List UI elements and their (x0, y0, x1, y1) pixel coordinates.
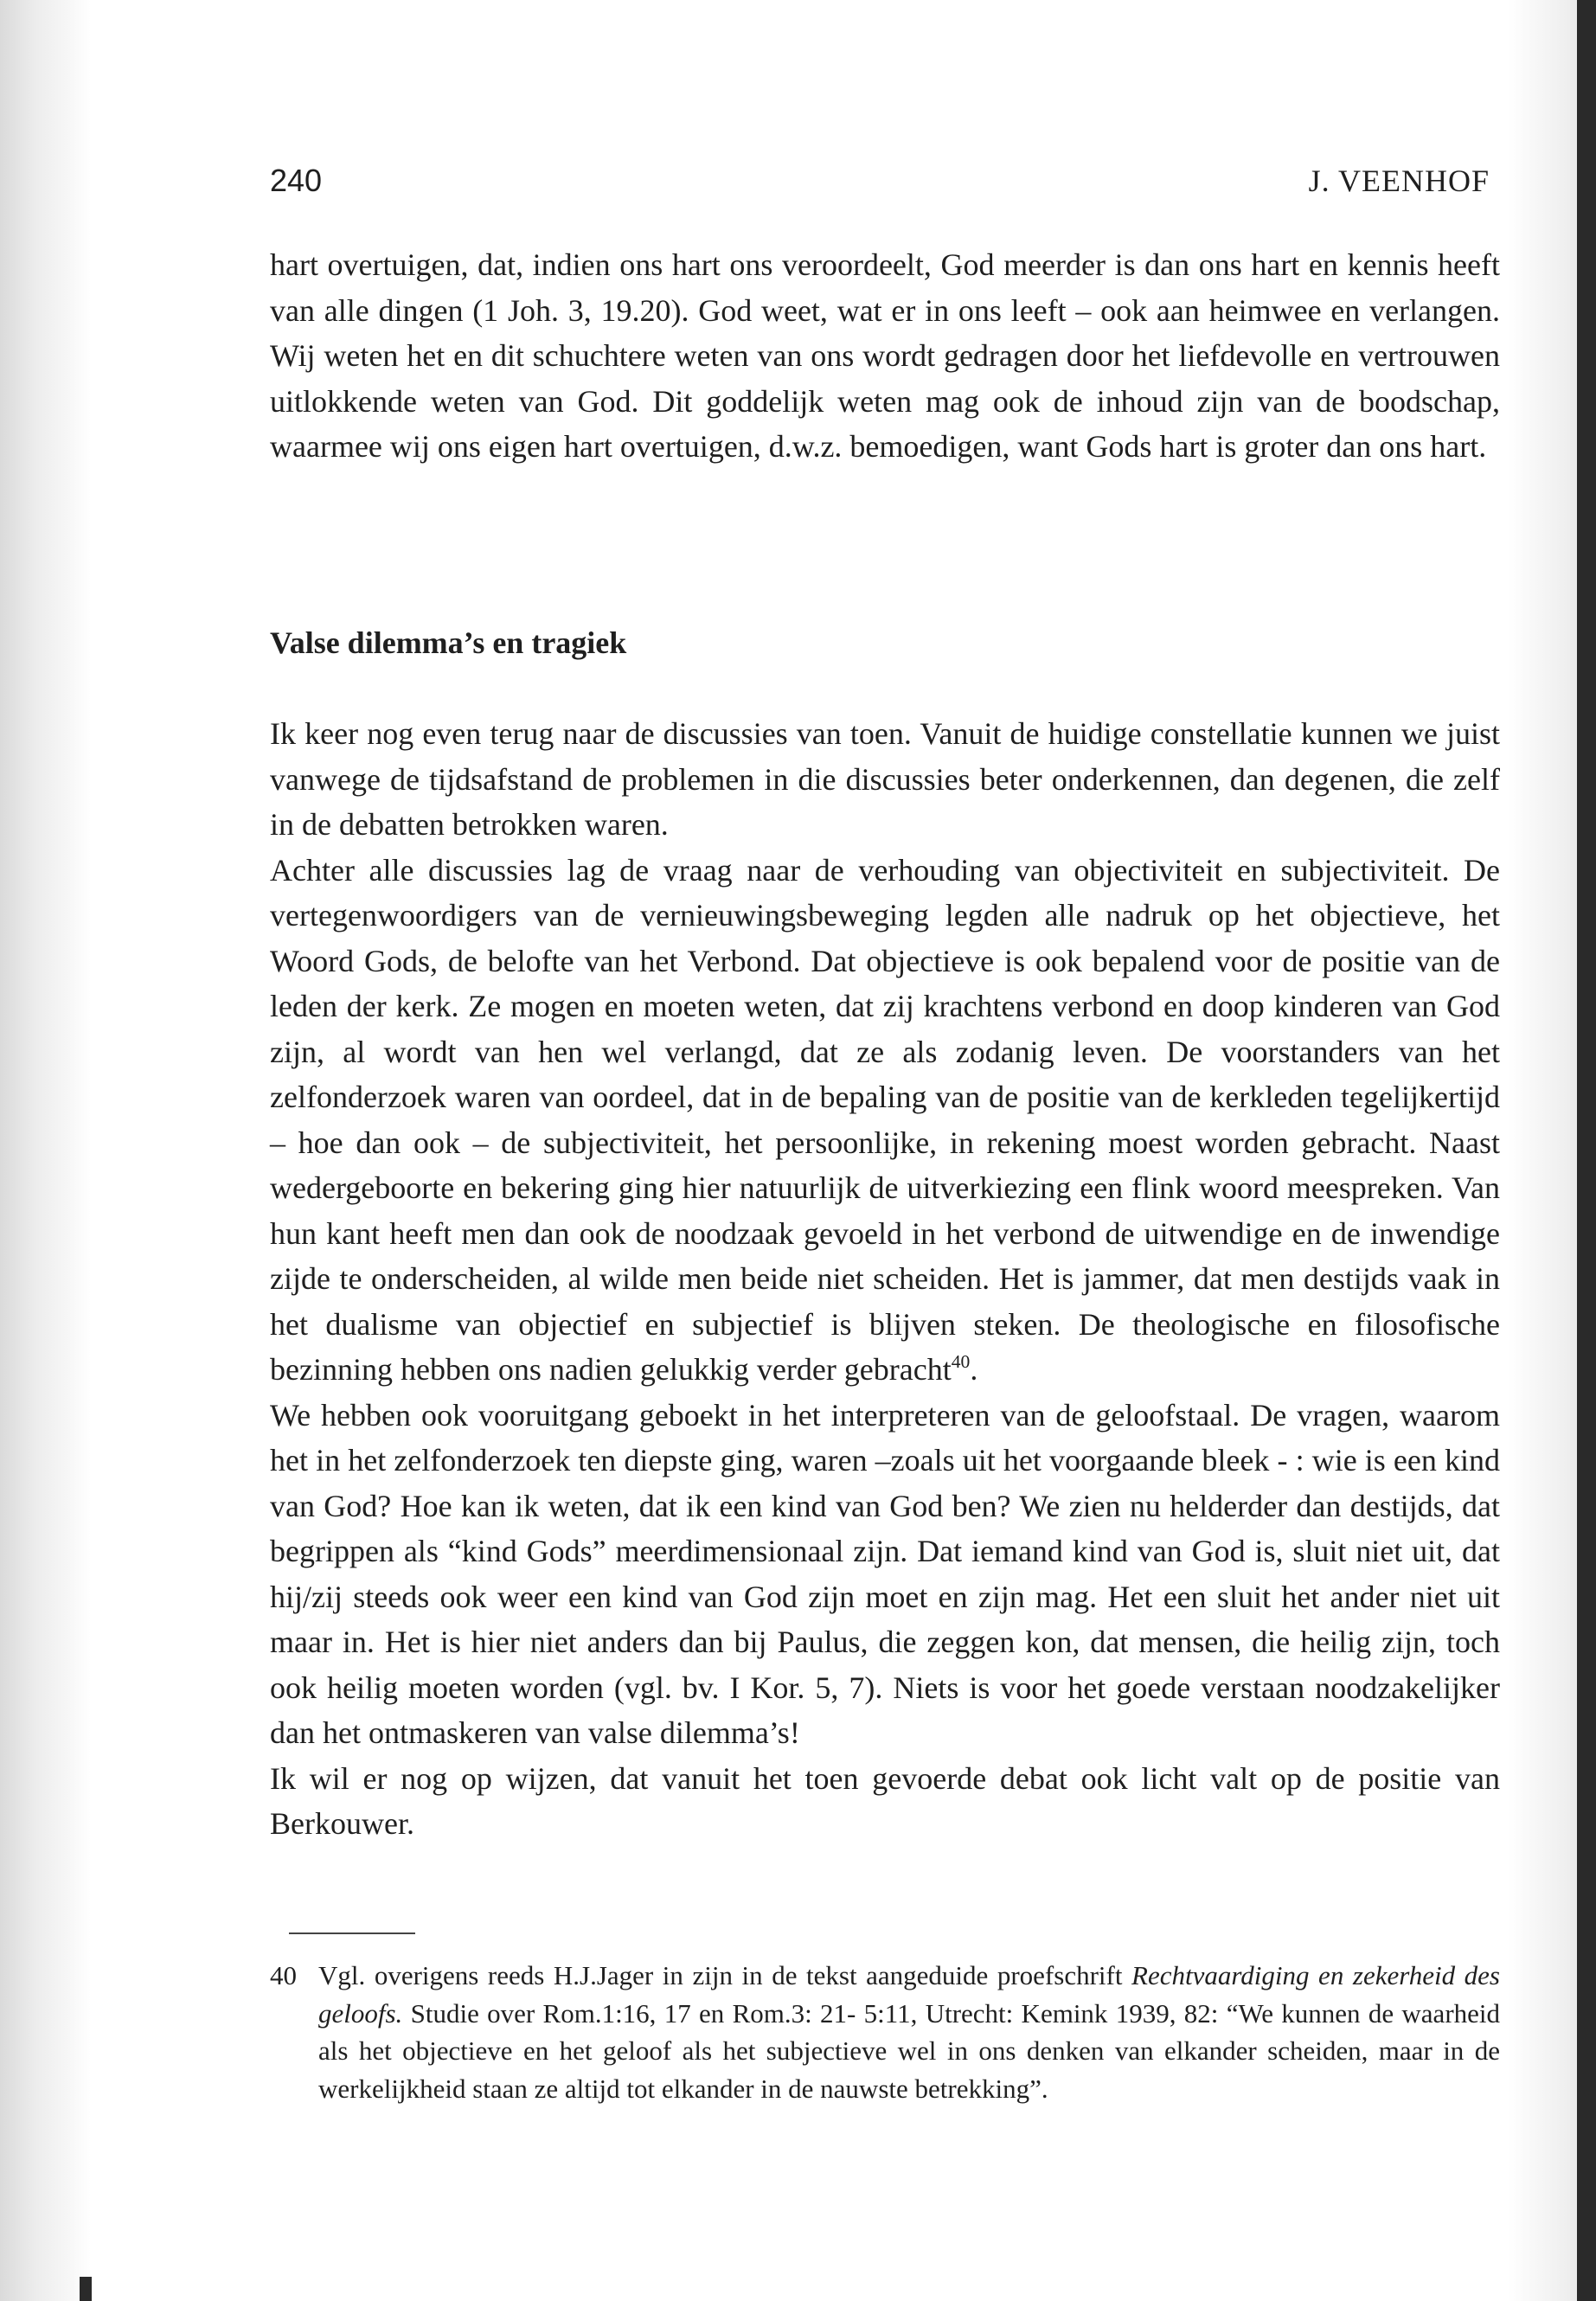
footnote-separator (289, 1932, 415, 1934)
body-paragraph-4: Ik wil er nog op wijzen, dat vanuit het toen gevoerde debat ook licht valt op de positie van Berkouwer. (270, 1760, 1500, 1841)
intro-paragraph: hart overtuigen, dat, indien ons hart ons veroordeelt, God meerder is dan ons hart en kennis heeft van alle dingen (1 Joh. 3, 19.20). God weet, wat er in ons leeft – ook aan heimwee en verlangen. Wij weten het en dit schuchtere weten van ons wordt gedragen door het liefdevolle en vertrouwen uitlokkende weten van God. Dit goddelijk weten mag ook de inhoud zijn van de boodschap, waarmee wij ons eigen hart overtuigen, d.w.z. bemoedigen, want Gods hart is groter dan ons hart. (270, 247, 1500, 464)
page-header (270, 163, 1490, 206)
footnote-text-before-title: Vgl. overigens reeds H.J.Jager in zijn in de tekst aangeduide proefschrift (318, 1960, 1123, 1990)
intro-paragraph-block (270, 242, 1500, 470)
section-heading: Valse dilemma’s en tragiek (270, 625, 627, 660)
body-paragraph-3: We hebben ook vooruitgang geboekt in het interpreteren van de geloofstaal. De vragen, waarom het in het zelfonderzoek ten diepste ging, waren –zoals uit het voorgaande bleek - : wie is een kind van God? Hoe kan ik weten, dat ik een kind van God ben? We zien nu helderder dan destijds, dat begrippen als “kind Gods” meerdimensionaal zijn. Dat iemand kind van God is, sluit niet uit, dat hij/zij steeds ook weer een kind van God zijn moet en zijn mag. Het een sluit het ander niet uit maar in. Het is hier niet anders dan bij Paulus, die zeggen kon, dat mensen, die heilig zijn, toch ook heilig moeten worden (vgl. bv. I Kor. 5, 7). Niets is voor het goede verstaan noodzakelijker dan het ontmaskeren van valse dilemma’s! (270, 1397, 1500, 1750)
body-paragraph-2 (270, 848, 1500, 1393)
footnote-text-after-title: Studie over Rom.1:16, 17 en Rom.3: 21- 5:11, Utrecht: Kemink 1939, 82: “We kunnen de waarheid als het objectieve en het geloof als het subjectieve wel in ons denken van elkander scheiden, maar in de werkelijkheid staan ze altijd tot elkander in de nauwste betrekking”. (318, 1997, 1501, 2104)
footnote-book-title: Rechtvaardiging en zekerheid des geloofs. (318, 1960, 1500, 2029)
footnote-reference-period: . (970, 1352, 978, 1387)
footnote-number: 40 (270, 1960, 297, 1990)
body-paragraph-1: Ik keer nog even terug naar de discussies van toen. Vanuit de huidige constellatie kunnen we juist vanwege de tijdsafstand de problemen in die discussies beter onderkennen, dan degenen, die zelf in de debatten betrokken waren. (270, 716, 1500, 842)
footnote-reference[interactable]: 40 (951, 1350, 971, 1372)
section-body (270, 711, 1500, 1847)
page-number: 240 (270, 163, 323, 198)
footnote-text (318, 1957, 1500, 2107)
body-paragraph-2-text: Achter alle discussies lag de vraag naar de verhouding van objectiviteit en subjectiviteit. De vertegenwoordigers van de vernieuwingsbeweging legden alle nadruk op het objectieve, het Woord Gods, de belofte van het Verbond. Dat objectieve is ook bepalend voor de positie van de leden der kerk. Ze mogen en moeten weten, dat zij krachtens verbond en doop kinderen van God zijn, al wordt van hen wel verlangd, dat ze als zodanig leven. De voorstanders van het zelfonderzoek waren van oordeel, dat in de bepaling van de positie van de kerkleden tegelijkertijd – hoe dan ook – de subjectiviteit, het persoonlijke, in rekening moest worden gebracht. Naast wedergeboorte en bekering ging hier natuurlijk de uitverkiezing een flink woord meespreken. Van hun kant heeft men dan ook de noodzaak gevoeld in het verbond de uitwendige en de inwendige zijde te onderscheiden, al wilde men beide niet scheiden. Het is jammer, dat men destijds vaak in het dualisme van objectief en subjectief is blijven steken. De theologische en filosofische bezinning hebben ons nadien gelukkig verder gebracht (270, 852, 1500, 1387)
footnote-40 (270, 1957, 1500, 2107)
running-head-author: J. VEENHOF (1308, 163, 1490, 198)
